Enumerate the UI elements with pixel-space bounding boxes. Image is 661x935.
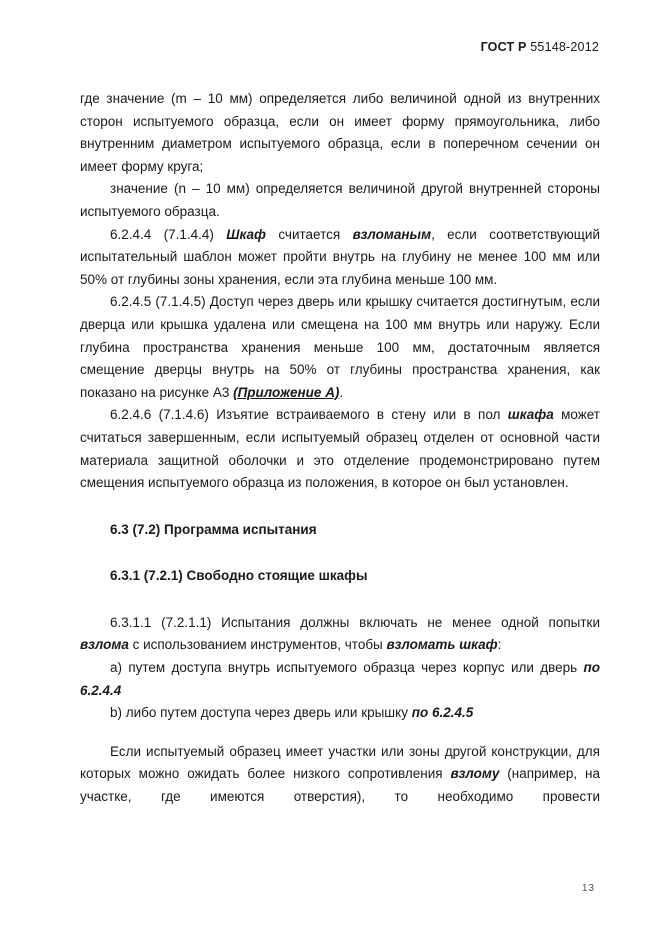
text-run: может считаться завершенным, если испытуемый образец отделен от основной части материала защитной оболочки и это отделение продемонстрировано путем смещения испытуемого образца из положения, в которое он был установлен. (80, 407, 600, 491)
text-run: с использованием инструментов, чтобы (128, 637, 387, 653)
spacer (80, 541, 600, 565)
spacer (80, 725, 600, 741)
term-vzloma: взлома (80, 637, 129, 653)
text-run: b) либо путем доступа через дверь или крышку (110, 705, 412, 721)
section-heading-6-3-1: 6.3.1 (7.2.1) Свободно стоящие шкафы (110, 568, 368, 584)
page-number: 13 (581, 883, 595, 894)
gost-label: ГОСТ Р (480, 40, 527, 54)
text-run: , если соответствующий испытательный шаблон может пройти внутрь на глубину не менее 100 мм или 50% от глубины зоны хранения, если эта глубина меньше 100 мм. (80, 226, 600, 287)
text-run: 6.2.4.5 (7.1.4.5) Доступ через дверь или крышку считается достигнутым, если дверца или крышка удалена или смещена на 100 мм внутрь или наружу. Если глубина пространства хранения меньше 100 мм, достаточным является смещение дверцы внутрь на 50% от глубины пространства хранения, как показано на рисунке А3 (80, 294, 600, 400)
appendix-a-link[interactable]: (Приложение А) (233, 384, 340, 400)
text-run: 6.3.1.1 (7.2.1.1) Испытания должны включать не менее одной попытки (110, 614, 600, 630)
text-run: считается (265, 226, 353, 242)
list-item-b (80, 702, 600, 725)
text-run: . (339, 384, 344, 400)
spacer (80, 495, 600, 519)
document-header (481, 40, 599, 54)
spacer (80, 588, 600, 612)
paragraph-6-3-1-1 (80, 612, 600, 657)
paragraph-m-definition: где значение (m – 10 мм) определяется либо величиной одной из внутренних сторон испытуемого образца, если он имеет форму прямоугольника, либо внутренним диаметром испытуемого образца, если в поперечном сечении он имеет форму круга; (80, 91, 600, 174)
text-run: a) путем доступа внутрь испытуемого образца через корпус или дверь (110, 660, 584, 676)
section-heading-6-3: 6.3 (7.2) Программа испытания (110, 521, 317, 537)
text-run: 6.2.4.6 (7.1.4.6) Изъятие встраиваемого в стену или в пол (110, 407, 508, 423)
text-run: Если испытуемый образец имеет участки или зоны другой конструкции, для которых можно ожидать более низкого сопротивления (80, 743, 600, 782)
paragraph-6-2-4-4 (80, 224, 600, 292)
term-vzlomat-shkaf: взломать шкаф (386, 637, 498, 653)
list-item-a (80, 657, 600, 702)
term-vzlomanym: взломаным (352, 226, 432, 242)
reference-6-2-4-5: по 6.2.4.5 (411, 705, 474, 721)
paragraph-6-2-4-6 (80, 404, 600, 494)
term-shkafa: шкафа (507, 407, 554, 423)
paragraph-n-definition: значение (n – 10 мм) определяется величиной другой внутренней стороны испытуемого образца. (80, 181, 600, 219)
document-body (80, 88, 600, 809)
text-run: (например, на участке, где имеются отверстия), то необходимо провести (80, 766, 600, 805)
text-run: : (497, 637, 502, 653)
term-vzlomu: взлому (450, 766, 500, 782)
term-shkaf: Шкаф (226, 226, 266, 242)
paragraph-other-zones (80, 741, 600, 809)
standard-number: 55148-2012 (530, 40, 599, 54)
paragraph-6-2-4-5 (80, 291, 600, 404)
text-run: 6.2.4.4 (7.1.4.4) (110, 226, 227, 242)
reference-6-2-4-4: по 6.2.4.4 (80, 660, 600, 698)
